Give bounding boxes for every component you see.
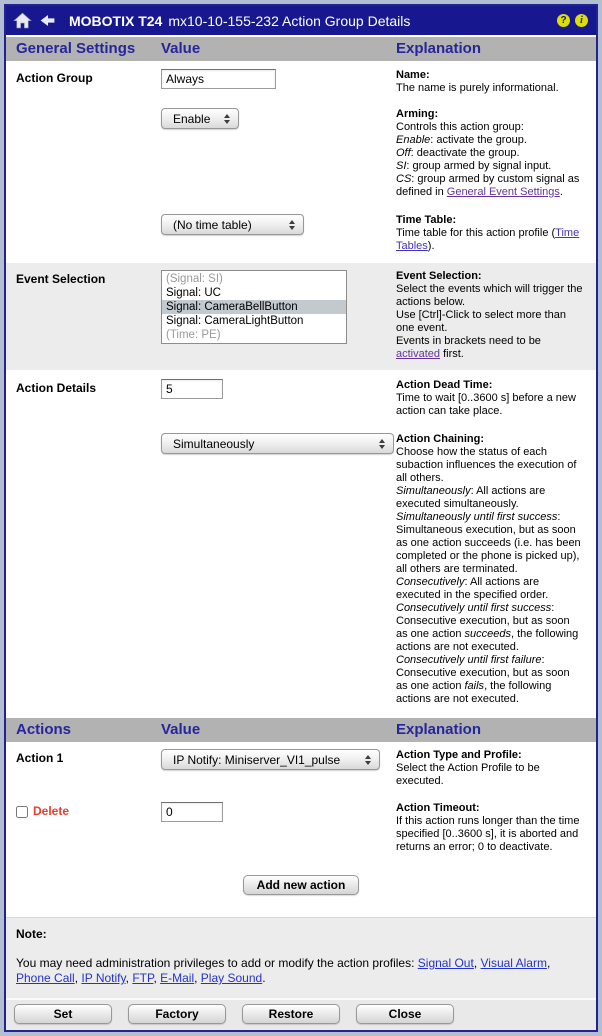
page-title: mx10-10-155-232 Action Group Details	[168, 12, 411, 29]
explanation-line: Consecutively: All actions are executed in the specified order.	[396, 576, 549, 601]
explanation-line: Events in brackets need to be activated first.	[396, 335, 541, 360]
restore-button[interactable]: Restore	[242, 1004, 340, 1024]
explanation-line: CS: group armed by custom signal as defined in General Event Settings.	[396, 173, 580, 198]
updown-arrows-icon	[289, 220, 295, 230]
help-icon[interactable]: ?	[557, 14, 570, 27]
action-chaining-explanation-title: Action Chaining:	[396, 433, 484, 445]
name-explanation	[396, 69, 588, 95]
explanation-line: Off: deactivate the group.	[396, 147, 520, 159]
arming-explanation	[396, 108, 588, 199]
action-timeout-input[interactable]	[161, 802, 223, 822]
row-action-1	[6, 742, 596, 795]
activated-link[interactable]: activated	[396, 348, 441, 360]
row-time-table	[6, 214, 596, 263]
action-dead-time-explanation	[396, 379, 588, 418]
action-group-name-input[interactable]	[161, 69, 276, 89]
event-selection-listbox[interactable]	[161, 270, 347, 344]
content-spacer	[6, 909, 596, 917]
delete-checkbox[interactable]	[16, 806, 28, 818]
action-chaining-select-value: Simultaneously	[173, 436, 255, 451]
ftp-link[interactable]: FTP	[132, 971, 154, 985]
note-section	[6, 917, 596, 998]
explanation-line: Enable: activate the group.	[396, 134, 527, 146]
event-selection-explanation	[396, 270, 588, 361]
arming-explanation-title: Arming:	[396, 108, 439, 120]
action-profile-explanation	[396, 749, 588, 788]
explanation-line: Select the Action Profile to be executed.	[396, 762, 540, 787]
event-selection-label: Event Selection	[16, 272, 106, 286]
explanation-line: Controls this action group:	[396, 121, 524, 133]
time-table-explanation-title: Time Table:	[396, 214, 457, 226]
time-tables-link[interactable]: Time Tables	[396, 227, 580, 252]
event-option-signal-uc[interactable]: Signal: UC	[166, 287, 221, 299]
event-option-time-pe[interactable]: (Time: PE)	[166, 329, 221, 341]
col-value: Value	[161, 40, 201, 57]
explanation-line: The name is purely informational.	[396, 82, 559, 94]
general-event-settings-link[interactable]: General Event Settings	[446, 186, 560, 198]
event-option-signal-camerabellbutton[interactable]: Signal: CameraBellButton	[162, 300, 346, 314]
visual-alarm-link[interactable]: Visual Alarm	[480, 956, 547, 970]
note-title: Note:	[16, 927, 47, 941]
row-add-new-action	[6, 869, 596, 909]
col-value: Value	[161, 721, 201, 738]
footer-button-bar	[6, 998, 596, 1030]
action-details-label: Action Details	[16, 381, 97, 395]
event-option-signal-si[interactable]: (Signal: SI)	[166, 273, 223, 285]
updown-arrows-icon	[379, 439, 385, 449]
explanation-line: Choose how the status of each subaction influences the execution of all others.	[396, 446, 577, 484]
action-profile-select-value: IP Notify: Miniserver_VI1_pulse	[173, 752, 341, 767]
row-action-dead-time	[6, 370, 596, 433]
add-new-action-button[interactable]: Add new action	[243, 875, 360, 895]
updown-arrows-icon	[365, 755, 371, 765]
row-action-chaining	[6, 433, 596, 716]
note-text: You may need administration privileges to add or modify the action profiles: Signal Out, Visual Alarm, Phone Call, IP Notify, FTP, E-Mail, Play Sound.	[16, 956, 551, 985]
action-1-label: Action 1	[16, 751, 64, 765]
close-button[interactable]: Close	[356, 1004, 454, 1024]
action-timeout-explanation-title: Action Timeout:	[396, 802, 480, 814]
arming-select-value: Enable	[173, 111, 211, 126]
explanation-line: SI: group armed by signal input.	[396, 160, 552, 172]
action-group-label: Action Group	[16, 71, 93, 85]
explanation-line: Select the events which will trigger the actions below.	[396, 283, 583, 308]
arming-select[interactable]	[161, 108, 239, 129]
signal-out-link[interactable]: Signal Out	[417, 956, 474, 970]
explanation-line: If this action runs longer than the time specified [0..3600 s], it is aborted and returns an error; 0 to deactivate.	[396, 815, 580, 853]
col-explanation: Explanation	[396, 721, 482, 738]
e-mail-link[interactable]: E-Mail	[160, 971, 195, 985]
play-sound-link[interactable]: Play Sound	[200, 971, 263, 985]
phone-call-link[interactable]: Phone Call	[16, 971, 75, 985]
back-arrow-icon[interactable]	[38, 12, 57, 29]
row-event-selection	[6, 263, 596, 370]
event-option-signal-cameralightbutton[interactable]: Signal: CameraLightButton	[166, 315, 304, 327]
action-profile-explanation-title: Action Type and Profile:	[396, 749, 522, 761]
action-chaining-select[interactable]	[161, 433, 394, 454]
actions-header	[6, 718, 596, 742]
col-explanation: Explanation	[396, 40, 482, 57]
explanation-line: Consecutively until first failure: Consecutive execution, but as soon as one action fails, the following actions are not executed.	[396, 654, 570, 705]
row-delete-timeout	[6, 795, 596, 869]
ip-notify-link[interactable]: IP Notify	[81, 971, 126, 985]
set-button[interactable]: Set	[14, 1004, 112, 1024]
app-brand: MOBOTIX T24	[69, 12, 163, 29]
time-table-explanation	[396, 214, 588, 253]
time-table-select[interactable]	[161, 214, 304, 235]
explanation-line: Consecutively until first success: Consecutive execution, but as soon as one action succeeds, the following actions are not executed.	[396, 602, 579, 653]
row-action-group-name	[6, 61, 596, 108]
action-dead-time-input[interactable]	[161, 379, 223, 399]
event-selection-explanation-title: Event Selection:	[396, 270, 482, 282]
explanation-line: Simultaneously: All actions are executed simultaneously.	[396, 485, 546, 510]
explanation-line: Time to wait [0..3600 s] before a new action can take place.	[396, 392, 576, 417]
factory-button[interactable]: Factory	[128, 1004, 226, 1024]
title-bar	[6, 6, 596, 35]
action-dead-time-explanation-title: Action Dead Time:	[396, 379, 493, 391]
explanation-line: Use [Ctrl]-Click to select more than one event.	[396, 309, 566, 334]
action-timeout-explanation	[396, 802, 588, 857]
delete-label: Delete	[33, 804, 70, 818]
explanation-line: Time table for this action profile (Time Tables).	[396, 227, 580, 252]
action-profile-select[interactable]	[161, 749, 380, 770]
explanation-line: Simultaneously until first success: Simultaneous execution, but as soon as one action succeeds (i.e. has been completed or the phone is picked up), all others are terminated.	[396, 511, 581, 575]
time-table-select-value: (No time table)	[173, 217, 252, 232]
general-settings-header	[6, 37, 596, 61]
col-actions: Actions	[16, 721, 72, 738]
name-explanation-title: Name:	[396, 69, 430, 81]
updown-arrows-icon	[224, 114, 230, 124]
row-arming	[6, 108, 596, 214]
home-icon[interactable]	[13, 12, 32, 29]
col-general-settings: General Settings	[16, 40, 136, 57]
action-chaining-explanation	[396, 433, 588, 706]
page-frame	[4, 4, 598, 1032]
info-icon[interactable]: i	[575, 14, 588, 27]
